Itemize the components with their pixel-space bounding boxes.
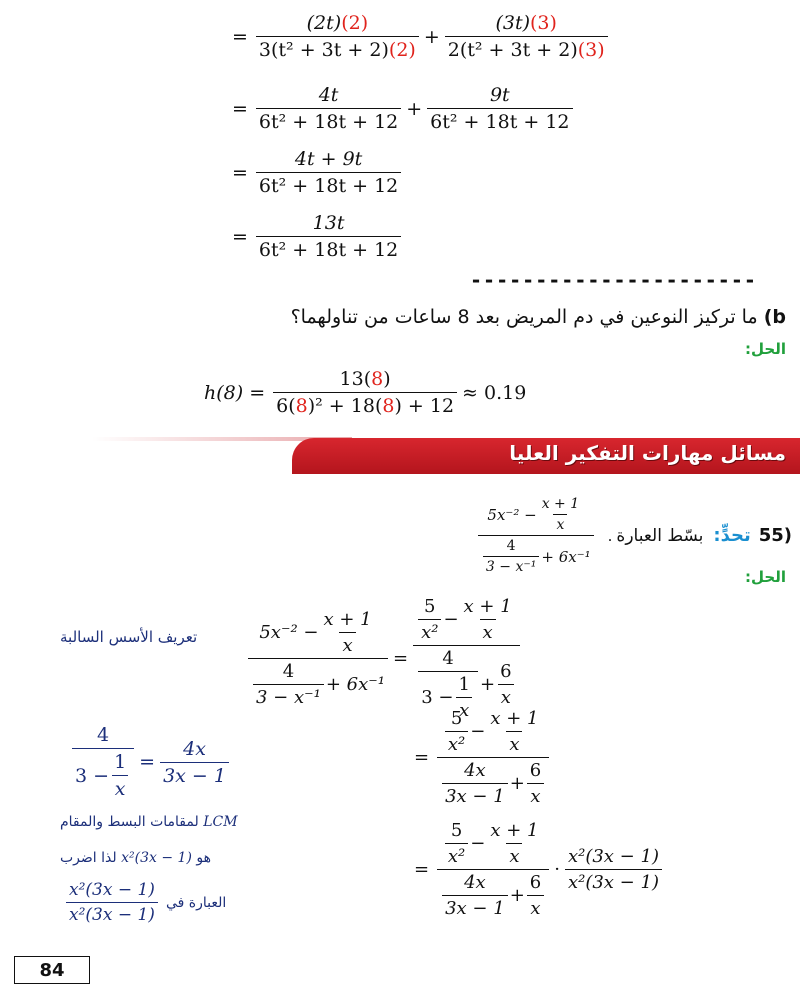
expr-part: + 6x⁻¹ [325, 674, 385, 695]
numerator-part: ) [383, 368, 391, 390]
numerator: x + 1 [490, 708, 539, 729]
solution-step-2 [414, 708, 551, 807]
denominator: x [339, 632, 355, 656]
denominator: 3x − 1 [160, 762, 229, 787]
expr-part: 3 − [421, 687, 454, 708]
denominator: x [480, 619, 496, 643]
question-text: بسّط العبارة [616, 525, 704, 546]
denominator: x [112, 775, 129, 800]
numerator-part: 13( [339, 368, 372, 390]
denominator: x [506, 843, 522, 867]
expr-part: 5x⁻² − [487, 505, 537, 524]
numerator: (2t) [306, 12, 342, 34]
fraction [256, 84, 401, 133]
numerator: 4 [506, 538, 516, 554]
solution-label-55: الحل: [745, 568, 786, 586]
denominator: x [498, 684, 514, 708]
numerator: 6 [500, 661, 512, 682]
part-b-label: b) [763, 306, 786, 328]
note-negative-exponents: تعريف الأسس السالبة [60, 628, 198, 646]
denominator-part: 6( [276, 395, 296, 417]
equals-sign: = [414, 859, 430, 880]
equals-sign: = [392, 648, 409, 669]
denominator: 3x − 1 [442, 783, 508, 807]
substituted-value: 8 [371, 368, 384, 390]
denominator: x [527, 895, 543, 919]
h8-equation [204, 368, 529, 417]
numerator: (3t) [495, 12, 531, 34]
note-text: لذا اضرب [60, 850, 122, 866]
expr-part: 5x⁻² − [259, 622, 319, 643]
expr-part: 3 − [75, 764, 110, 787]
equals-sign: = [232, 97, 248, 120]
equals-sign: = [232, 25, 248, 48]
numerator: 9t [489, 84, 510, 106]
denominator: 6t² + 18t + 12 [256, 236, 401, 261]
denominator-factor: (2) [388, 39, 416, 61]
plus-sign: + [423, 25, 440, 48]
substituted-value: 8 [382, 395, 395, 417]
lcm-value: (1 − 3x)x² [121, 850, 192, 866]
question-55 [476, 496, 792, 575]
note-text: هو [196, 850, 211, 866]
solution-step-1 [246, 596, 522, 721]
fraction [445, 12, 608, 61]
plus-sign: + [509, 773, 525, 794]
denominator: x [456, 697, 472, 721]
equation-step-3 [232, 148, 403, 197]
plus-sign: + [406, 97, 423, 120]
lcm-label: LCM [203, 814, 238, 830]
denominator-part: ) + 12 [394, 395, 455, 417]
lcm-note-line-2 [60, 850, 300, 866]
denominator: x²(3x − 1) [66, 902, 158, 925]
numerator: 5 [450, 708, 463, 729]
numerator: x + 1 [323, 609, 372, 630]
lcm-note-line-3 [64, 880, 226, 925]
period: . [607, 526, 613, 545]
numerator: 6 [529, 760, 542, 781]
denominator: 6t² + 18t + 12 [256, 172, 401, 197]
denominator-part: )² + 18( [307, 395, 383, 417]
note-text: العبارة في [165, 894, 227, 911]
numerator-factor: (2) [341, 12, 369, 34]
lcm-note-line-1 [60, 814, 260, 830]
denominator: x²(3x − 1) [565, 869, 662, 893]
denominator: 3x − 1 [442, 895, 508, 919]
minus-sign: − [470, 833, 486, 854]
numerator: 5 [424, 596, 436, 617]
denominator: x² [418, 619, 441, 643]
section-title: مسائل مهارات التفكير العليا [509, 441, 786, 465]
plus-sign: + [479, 674, 496, 695]
numerator: 13t [312, 212, 345, 234]
question-expression [476, 496, 613, 575]
denominator: x² [445, 731, 468, 755]
denominator: 2(t² + 3t + 2) [447, 39, 578, 61]
minus-sign: − [470, 721, 486, 742]
numerator: 4 [97, 724, 110, 746]
minus-sign: − [443, 609, 459, 630]
numerator: x + 1 [490, 820, 539, 841]
numerator: x + 1 [463, 596, 512, 617]
numerator: x²(3x − 1) [567, 846, 659, 867]
numerator: 4t + 9t [294, 148, 363, 170]
fraction [273, 368, 457, 417]
result: ≈ 0.19 [462, 381, 527, 404]
fraction [427, 84, 572, 133]
numerator: 4 [442, 648, 454, 669]
denominator-factor: (3) [577, 39, 605, 61]
equation-step-1 [232, 12, 610, 61]
question-number: 55) [758, 525, 792, 546]
numerator: 4t [318, 84, 339, 106]
numerator: 4x [464, 760, 486, 781]
numerator: 1 [458, 674, 470, 695]
dashed-separator: ---------------------- [470, 268, 757, 292]
equals-sign: = [232, 161, 248, 184]
challenge-label: تحدٍّ: [713, 525, 751, 546]
denominator: 6t² + 18t + 12 [427, 108, 572, 133]
numerator: 5 [450, 820, 463, 841]
denominator: x [527, 783, 543, 807]
denominator: 3 − x⁻¹ [483, 556, 539, 575]
denominator: 3 − x⁻¹ [253, 684, 324, 708]
numerator: 6 [529, 872, 542, 893]
fraction [256, 212, 401, 261]
denominator: 6t² + 18t + 12 [256, 108, 401, 133]
fraction [256, 148, 401, 197]
numerator: 4x [183, 737, 206, 760]
fraction [256, 12, 419, 61]
expr-part: + 6x⁻¹ [541, 547, 591, 566]
solution-label: الحل: [745, 340, 786, 358]
plus-sign: + [509, 885, 525, 906]
denominator: x [506, 731, 522, 755]
equation-step-4 [232, 212, 403, 261]
question-text: ما تركيز النوعين في دم المريض بعد 8 ساعات من تناولهما؟ [290, 306, 758, 328]
equals-sign: = [139, 751, 156, 773]
numerator-factor: (3) [530, 12, 557, 34]
numerator: 1 [114, 751, 127, 773]
page-number: 84 [14, 956, 90, 984]
equals-sign: = [232, 225, 248, 248]
side-identity [70, 724, 231, 800]
denominator: 3(t² + 3t + 2) [258, 39, 389, 61]
note-text: لمقامات البسط والمقام [60, 814, 204, 830]
solution-step-3 [414, 820, 664, 919]
multiply-dot: · [554, 859, 560, 880]
numerator: 4x [464, 872, 486, 893]
equation-step-2 [232, 84, 575, 133]
equals-sign: = [414, 747, 430, 768]
substituted-value: 8 [295, 395, 308, 417]
denominator: x [553, 514, 567, 533]
denominator: x² [445, 843, 468, 867]
lhs: h(8) = [204, 381, 266, 404]
part-b-question [291, 306, 786, 328]
numerator: x²(3x − 1) [69, 880, 155, 900]
numerator: 4 [282, 661, 295, 682]
numerator: x + 1 [541, 496, 580, 512]
